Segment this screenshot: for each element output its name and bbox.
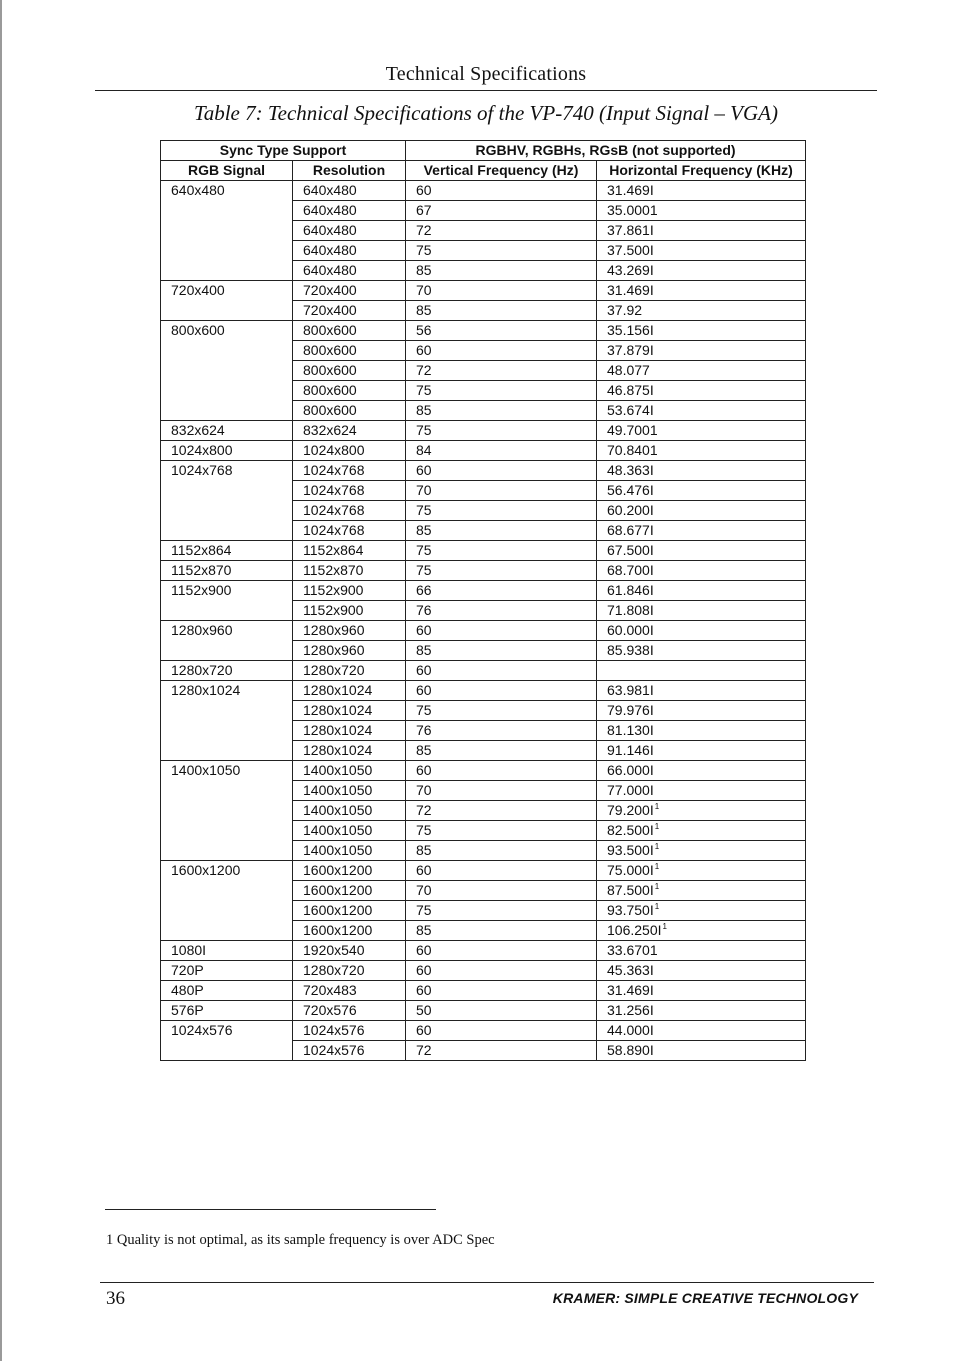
horizontal-frequency-value: 60.000I xyxy=(607,622,654,638)
horizontal-frequency-cell xyxy=(597,661,806,681)
rgb-signal-cell-empty xyxy=(161,341,293,361)
horizontal-frequency-value: 37.500I xyxy=(607,242,654,258)
vertical-frequency-cell: 60 xyxy=(406,961,597,981)
horizontal-frequency-value: 31.469I xyxy=(607,282,654,298)
table-row xyxy=(161,581,806,601)
vertical-frequency-cell: 60 xyxy=(406,981,597,1001)
vertical-frequency-cell: 56 xyxy=(406,321,597,341)
horizontal-frequency-cell xyxy=(597,1021,806,1041)
vertical-frequency-cell: 85 xyxy=(406,841,597,861)
rgb-signal-cell-empty xyxy=(161,301,293,321)
resolution-cell: 640x480 xyxy=(293,241,406,261)
horizontal-frequency-cell xyxy=(597,381,806,401)
resolution-cell: 720x400 xyxy=(293,301,406,321)
horizontal-frequency-cell xyxy=(597,241,806,261)
vertical-frequency-cell: 85 xyxy=(406,401,597,421)
footnote-rule xyxy=(105,1209,436,1210)
vertical-frequency-cell: 70 xyxy=(406,881,597,901)
horizontal-frequency-value: 37.879I xyxy=(607,342,654,358)
horizontal-frequency-cell xyxy=(597,701,806,721)
table-row xyxy=(161,841,806,861)
resolution-cell: 1280x720 xyxy=(293,661,406,681)
table-row xyxy=(161,981,806,1001)
table-row xyxy=(161,341,806,361)
horizontal-frequency-cell xyxy=(597,921,806,941)
table-row xyxy=(161,701,806,721)
rgb-signal-cell-empty xyxy=(161,201,293,221)
horizontal-frequency-value: 35.156I xyxy=(607,322,654,338)
footnote-marker: 1 xyxy=(662,922,667,931)
table-row xyxy=(161,881,806,901)
vertical-frequency-cell: 75 xyxy=(406,901,597,921)
horizontal-frequency-cell xyxy=(597,541,806,561)
rgb-signal-cell: 1024x768 xyxy=(161,461,293,481)
page-number: 36 xyxy=(106,1288,125,1309)
horizontal-frequency-value: 87.500I xyxy=(607,882,654,898)
table-row xyxy=(161,921,806,941)
horizontal-frequency-value: 33.6701 xyxy=(607,942,658,958)
horizontal-frequency-cell xyxy=(597,621,806,641)
resolution-cell: 1400x1050 xyxy=(293,781,406,801)
horizontal-frequency-value: 48.077 xyxy=(607,362,650,378)
rgb-signal-cell: 1152x864 xyxy=(161,541,293,561)
horizontal-frequency-cell xyxy=(597,641,806,661)
rgb-signal-cell: 1600x1200 xyxy=(161,861,293,881)
rgb-signal-cell-empty xyxy=(161,801,293,821)
resolution-cell: 1280x720 xyxy=(293,961,406,981)
table-row xyxy=(161,801,806,821)
horizontal-frequency-cell xyxy=(597,301,806,321)
vertical-frequency-cell: 70 xyxy=(406,781,597,801)
table-row xyxy=(161,521,806,541)
table-row xyxy=(161,301,806,321)
horizontal-frequency-value: 77.000I xyxy=(607,782,654,798)
horizontal-frequency-cell xyxy=(597,721,806,741)
vertical-frequency-cell: 75 xyxy=(406,541,597,561)
vertical-frequency-cell: 84 xyxy=(406,441,597,461)
resolution-cell: 1024x800 xyxy=(293,441,406,461)
horizontal-frequency-cell xyxy=(597,821,806,841)
horizontal-frequency-value: 37.861I xyxy=(607,222,654,238)
horizontal-frequency-cell xyxy=(597,1041,806,1061)
resolution-cell: 1400x1050 xyxy=(293,821,406,841)
horizontal-frequency-value: 31.469I xyxy=(607,182,654,198)
rgb-signal-cell-empty xyxy=(161,881,293,901)
horizontal-frequency-value: 63.981I xyxy=(607,682,654,698)
resolution-cell: 1024x768 xyxy=(293,461,406,481)
horizontal-frequency-value: 48.363I xyxy=(607,462,654,478)
resolution-cell: 720x400 xyxy=(293,281,406,301)
table-row xyxy=(161,961,806,981)
rgb-signal-cell: 1080I xyxy=(161,941,293,961)
resolution-cell: 640x480 xyxy=(293,261,406,281)
column-header-resolution: Resolution xyxy=(293,161,406,181)
resolution-cell: 1920x540 xyxy=(293,941,406,961)
table-row xyxy=(161,561,806,581)
sync-support-header: RGBHV, RGBHs, RGsB (not supported) xyxy=(406,141,806,161)
table-row xyxy=(161,421,806,441)
table-row xyxy=(161,641,806,661)
rgb-signal-cell-empty xyxy=(161,481,293,501)
resolution-cell: 720x576 xyxy=(293,1001,406,1021)
rgb-signal-cell-empty xyxy=(161,921,293,941)
rgb-signal-cell-empty xyxy=(161,641,293,661)
resolution-cell: 800x600 xyxy=(293,321,406,341)
rgb-signal-cell-empty xyxy=(161,241,293,261)
column-header-rgb-signal: RGB Signal xyxy=(161,161,293,181)
vertical-frequency-cell: 75 xyxy=(406,821,597,841)
vertical-frequency-cell: 72 xyxy=(406,1041,597,1061)
resolution-cell: 1600x1200 xyxy=(293,881,406,901)
rgb-signal-cell: 576P xyxy=(161,1001,293,1021)
resolution-cell: 1280x1024 xyxy=(293,721,406,741)
horizontal-frequency-cell xyxy=(597,841,806,861)
table-row xyxy=(161,481,806,501)
table-row xyxy=(161,1041,806,1061)
table-row xyxy=(161,621,806,641)
horizontal-frequency-cell xyxy=(597,981,806,1001)
table-row xyxy=(161,321,806,341)
resolution-cell: 1280x960 xyxy=(293,641,406,661)
table-row xyxy=(161,1021,806,1041)
horizontal-frequency-value: 37.92 xyxy=(607,302,643,318)
vertical-frequency-cell: 50 xyxy=(406,1001,597,1021)
vertical-frequency-cell: 75 xyxy=(406,241,597,261)
rgb-signal-cell: 480P xyxy=(161,981,293,1001)
footnote-marker: 1 xyxy=(654,802,660,811)
rgb-signal-cell: 1152x870 xyxy=(161,561,293,581)
rgb-signal-cell-empty xyxy=(161,521,293,541)
resolution-cell: 800x600 xyxy=(293,341,406,361)
vertical-frequency-cell: 72 xyxy=(406,801,597,821)
vertical-frequency-cell: 75 xyxy=(406,381,597,401)
vertical-frequency-cell: 60 xyxy=(406,181,597,201)
vertical-frequency-cell: 75 xyxy=(406,501,597,521)
header-row-sync xyxy=(161,141,806,161)
horizontal-frequency-cell xyxy=(597,481,806,501)
rgb-signal-cell-empty xyxy=(161,361,293,381)
horizontal-frequency-value: 46.875I xyxy=(607,382,654,398)
resolution-cell: 1280x1024 xyxy=(293,701,406,721)
horizontal-frequency-cell xyxy=(597,901,806,921)
horizontal-frequency-value: 71.808I xyxy=(607,602,654,618)
horizontal-frequency-value: 81.130I xyxy=(607,722,654,738)
resolution-cell: 1152x900 xyxy=(293,601,406,621)
vertical-frequency-cell: 70 xyxy=(406,281,597,301)
vertical-frequency-cell: 85 xyxy=(406,261,597,281)
horizontal-frequency-cell xyxy=(597,181,806,201)
horizontal-frequency-cell xyxy=(597,581,806,601)
rgb-signal-cell-empty xyxy=(161,841,293,861)
horizontal-frequency-value: 53.674I xyxy=(607,402,654,418)
table-row xyxy=(161,501,806,521)
rgb-signal-cell-empty xyxy=(161,261,293,281)
horizontal-frequency-value: 67.500I xyxy=(607,542,654,558)
horizontal-frequency-value: 31.256I xyxy=(607,1002,654,1018)
horizontal-frequency-cell xyxy=(597,521,806,541)
horizontal-frequency-cell xyxy=(597,221,806,241)
table-row xyxy=(161,941,806,961)
horizontal-frequency-value: 68.677I xyxy=(607,522,654,538)
horizontal-frequency-cell xyxy=(597,781,806,801)
resolution-cell: 1024x576 xyxy=(293,1041,406,1061)
horizontal-frequency-value: 56.476I xyxy=(607,482,654,498)
horizontal-frequency-cell xyxy=(597,681,806,701)
vertical-frequency-cell: 85 xyxy=(406,741,597,761)
rgb-signal-cell: 1152x900 xyxy=(161,581,293,601)
vertical-frequency-cell: 67 xyxy=(406,201,597,221)
resolution-cell: 1400x1050 xyxy=(293,761,406,781)
column-header-horizontal-frequency: Horizontal Frequency (KHz) xyxy=(597,161,806,181)
vertical-frequency-cell: 85 xyxy=(406,521,597,541)
horizontal-frequency-value: 66.000I xyxy=(607,762,654,778)
resolution-cell: 1280x1024 xyxy=(293,741,406,761)
rgb-signal-cell: 720x400 xyxy=(161,281,293,301)
vertical-frequency-cell: 70 xyxy=(406,481,597,501)
footer-rule xyxy=(100,1282,874,1283)
horizontal-frequency-value: 49.7001 xyxy=(607,422,658,438)
table-row xyxy=(161,861,806,881)
table-row xyxy=(161,721,806,741)
rgb-signal-cell: 1280x720 xyxy=(161,661,293,681)
resolution-cell: 1024x768 xyxy=(293,521,406,541)
footer-brand: KRAMER: SIMPLE CREATIVE TECHNOLOGY xyxy=(552,1290,858,1306)
rgb-signal-cell: 1024x800 xyxy=(161,441,293,461)
table-row xyxy=(161,781,806,801)
table-row xyxy=(161,661,806,681)
table-row xyxy=(161,821,806,841)
resolution-cell: 800x600 xyxy=(293,401,406,421)
resolution-cell: 1152x900 xyxy=(293,581,406,601)
specifications-table xyxy=(160,140,806,1061)
rgb-signal-cell: 1024x576 xyxy=(161,1021,293,1041)
horizontal-frequency-cell xyxy=(597,861,806,881)
horizontal-frequency-cell xyxy=(597,421,806,441)
table-row xyxy=(161,401,806,421)
horizontal-frequency-value: 91.146I xyxy=(607,742,654,758)
horizontal-frequency-cell xyxy=(597,761,806,781)
running-header: Technical Specifications xyxy=(385,63,587,85)
resolution-cell: 720x483 xyxy=(293,981,406,1001)
rgb-signal-cell-empty xyxy=(161,821,293,841)
rgb-signal-cell: 832x624 xyxy=(161,421,293,441)
rgb-signal-cell: 720P xyxy=(161,961,293,981)
resolution-cell: 1024x768 xyxy=(293,501,406,521)
rgb-signal-cell: 1400x1050 xyxy=(161,761,293,781)
horizontal-frequency-value: 79.976I xyxy=(607,702,654,718)
vertical-frequency-cell: 75 xyxy=(406,701,597,721)
horizontal-frequency-cell xyxy=(597,601,806,621)
vertical-frequency-cell: 72 xyxy=(406,361,597,381)
horizontal-frequency-value: 85.938I xyxy=(607,642,654,658)
horizontal-frequency-value: 61.846I xyxy=(607,582,654,598)
rgb-signal-cell-empty xyxy=(161,381,293,401)
horizontal-frequency-cell xyxy=(597,401,806,421)
table-row xyxy=(161,601,806,621)
horizontal-frequency-value: 68.700I xyxy=(607,562,654,578)
vertical-frequency-cell: 60 xyxy=(406,621,597,641)
horizontal-frequency-value: 43.269I xyxy=(607,262,654,278)
resolution-cell: 1400x1050 xyxy=(293,841,406,861)
table-row xyxy=(161,261,806,281)
horizontal-frequency-value: 45.363I xyxy=(607,962,654,978)
rgb-signal-cell-empty xyxy=(161,501,293,521)
horizontal-frequency-value: 44.000I xyxy=(607,1022,654,1038)
table-row xyxy=(161,761,806,781)
vertical-frequency-cell: 60 xyxy=(406,941,597,961)
vertical-frequency-cell: 85 xyxy=(406,921,597,941)
vertical-frequency-cell: 75 xyxy=(406,561,597,581)
vertical-frequency-cell: 60 xyxy=(406,681,597,701)
resolution-cell: 640x480 xyxy=(293,181,406,201)
resolution-cell: 1024x768 xyxy=(293,481,406,501)
rgb-signal-cell: 1280x960 xyxy=(161,621,293,641)
footnote-marker: 1 xyxy=(654,902,660,911)
vertical-frequency-cell: 60 xyxy=(406,1021,597,1041)
vertical-frequency-cell: 60 xyxy=(406,341,597,361)
table-row xyxy=(161,681,806,701)
rgb-signal-cell-empty xyxy=(161,401,293,421)
horizontal-frequency-cell xyxy=(597,441,806,461)
horizontal-frequency-cell xyxy=(597,741,806,761)
table-row xyxy=(161,221,806,241)
resolution-cell: 800x600 xyxy=(293,381,406,401)
horizontal-frequency-cell xyxy=(597,961,806,981)
footnote-marker: 1 xyxy=(654,842,660,851)
horizontal-frequency-value: 93.750I xyxy=(607,902,654,918)
header-rule xyxy=(95,90,877,91)
vertical-frequency-cell: 66 xyxy=(406,581,597,601)
table-row xyxy=(161,281,806,301)
resolution-cell: 1600x1200 xyxy=(293,921,406,941)
horizontal-frequency-value: 58.890I xyxy=(607,1042,654,1058)
rgb-signal-cell-empty xyxy=(161,221,293,241)
footnote-marker: 1 xyxy=(654,862,660,871)
column-header-vertical-frequency: Vertical Frequency (Hz) xyxy=(406,161,597,181)
footnote-marker: 1 xyxy=(654,822,660,831)
horizontal-frequency-cell xyxy=(597,881,806,901)
footnote: 1 Quality is not optimal, as its sample frequency is over ADC Spec xyxy=(106,1232,495,1248)
rgb-signal-cell-empty xyxy=(161,721,293,741)
horizontal-frequency-cell xyxy=(597,361,806,381)
vertical-frequency-cell: 85 xyxy=(406,641,597,661)
table-row xyxy=(161,201,806,221)
resolution-cell: 1600x1200 xyxy=(293,901,406,921)
table-row xyxy=(161,441,806,461)
vertical-frequency-cell: 72 xyxy=(406,221,597,241)
table-caption: Table 7: Technical Specifications of the VP-740 (Input Signal – VGA) xyxy=(193,101,779,125)
resolution-cell: 1280x960 xyxy=(293,621,406,641)
horizontal-frequency-cell xyxy=(597,201,806,221)
horizontal-frequency-value: 70.8401 xyxy=(607,442,658,458)
horizontal-frequency-value: 75.000I xyxy=(607,862,654,878)
sync-type-header: Sync Type Support xyxy=(161,141,406,161)
table-row xyxy=(161,241,806,261)
resolution-cell: 1152x870 xyxy=(293,561,406,581)
horizontal-frequency-cell xyxy=(597,501,806,521)
rgb-signal-cell-empty xyxy=(161,741,293,761)
horizontal-frequency-cell xyxy=(597,1001,806,1021)
resolution-cell: 1600x1200 xyxy=(293,861,406,881)
rgb-signal-cell-empty xyxy=(161,1041,293,1061)
rgb-signal-cell: 800x600 xyxy=(161,321,293,341)
horizontal-frequency-cell xyxy=(597,321,806,341)
table-row xyxy=(161,1001,806,1021)
vertical-frequency-cell: 76 xyxy=(406,721,597,741)
vertical-frequency-cell: 60 xyxy=(406,761,597,781)
footnote-marker: 1 xyxy=(654,882,660,891)
rgb-signal-cell-empty xyxy=(161,901,293,921)
horizontal-frequency-cell xyxy=(597,461,806,481)
horizontal-frequency-value: 31.469I xyxy=(607,982,654,998)
page-edge xyxy=(0,0,2,1361)
rgb-signal-cell: 640x480 xyxy=(161,181,293,201)
header-row-columns xyxy=(161,161,806,181)
horizontal-frequency-value: 35.0001 xyxy=(607,202,658,218)
horizontal-frequency-cell xyxy=(597,281,806,301)
horizontal-frequency-value: 79.200I xyxy=(607,802,654,818)
table-row xyxy=(161,181,806,201)
resolution-cell: 800x600 xyxy=(293,361,406,381)
horizontal-frequency-value: 60.200I xyxy=(607,502,654,518)
vertical-frequency-cell: 85 xyxy=(406,301,597,321)
horizontal-frequency-cell xyxy=(597,801,806,821)
rgb-signal-cell: 1280x1024 xyxy=(161,681,293,701)
table-row xyxy=(161,541,806,561)
vertical-frequency-cell: 75 xyxy=(406,421,597,441)
table-row xyxy=(161,741,806,761)
resolution-cell: 1024x576 xyxy=(293,1021,406,1041)
resolution-cell: 832x624 xyxy=(293,421,406,441)
table-row xyxy=(161,381,806,401)
rgb-signal-cell-empty xyxy=(161,781,293,801)
vertical-frequency-cell: 60 xyxy=(406,661,597,681)
table-row xyxy=(161,361,806,381)
table-row xyxy=(161,461,806,481)
rgb-signal-cell-empty xyxy=(161,701,293,721)
table-row xyxy=(161,901,806,921)
horizontal-frequency-cell xyxy=(597,261,806,281)
vertical-frequency-cell: 60 xyxy=(406,861,597,881)
vertical-frequency-cell: 76 xyxy=(406,601,597,621)
resolution-cell: 1280x1024 xyxy=(293,681,406,701)
resolution-cell: 1152x864 xyxy=(293,541,406,561)
horizontal-frequency-value: 106.250I xyxy=(607,922,662,938)
horizontal-frequency-cell xyxy=(597,341,806,361)
horizontal-frequency-cell xyxy=(597,941,806,961)
horizontal-frequency-value: 82.500I xyxy=(607,822,654,838)
horizontal-frequency-cell xyxy=(597,561,806,581)
rgb-signal-cell-empty xyxy=(161,601,293,621)
vertical-frequency-cell: 60 xyxy=(406,461,597,481)
resolution-cell: 640x480 xyxy=(293,221,406,241)
resolution-cell: 1400x1050 xyxy=(293,801,406,821)
horizontal-frequency-value: 93.500I xyxy=(607,842,654,858)
table-body xyxy=(161,181,806,1061)
resolution-cell: 640x480 xyxy=(293,201,406,221)
